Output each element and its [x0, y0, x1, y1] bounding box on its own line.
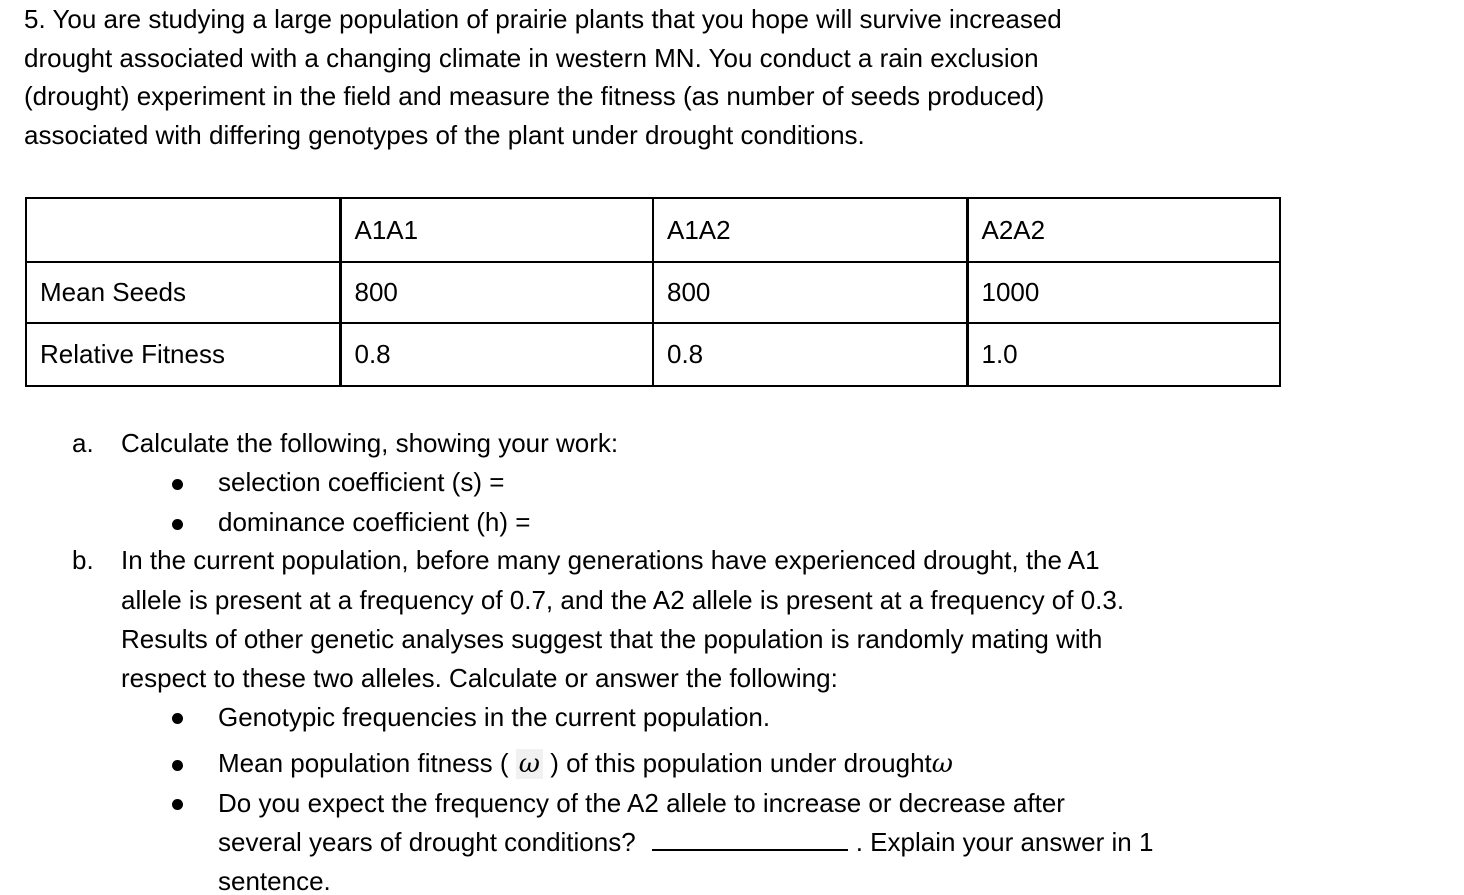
mean-fitness-text: Mean population fitness (	[218, 748, 509, 778]
table-header-row	[26, 198, 1280, 262]
table-row-label: Relative Fitness	[26, 323, 340, 386]
omega-symbol-box: ω	[516, 749, 543, 779]
part-b-bullet-mean-fitness	[218, 748, 953, 779]
table-row-label: Mean Seeds	[26, 262, 340, 323]
table-header-cell	[26, 198, 340, 262]
intro-line: 5. You are studying a large population of prairie plants that you hope will survive increased	[24, 4, 1062, 34]
table-cell: 0.8	[340, 323, 653, 386]
part-b-line: respect to these two alleles. Calculate or answer the following:	[121, 663, 838, 693]
bullet-icon	[172, 760, 183, 771]
intro-line: drought associated with a changing climate in western MN. You conduct a rain exclusion	[24, 42, 1039, 73]
table-cell: 1000	[967, 262, 1280, 323]
intro-line: (drought) experiment in the field and measure the fitness (as number of seeds produced)	[24, 81, 1045, 111]
table-header-cell: A1A1	[340, 198, 653, 262]
table-cell: 1.0	[967, 323, 1280, 386]
part-b-marker: b.	[72, 545, 94, 575]
answer-blank[interactable]	[652, 831, 848, 851]
bullet-icon	[172, 799, 183, 810]
part-b-line: In the current population, before many generations have experienced drought, the A1	[121, 545, 1100, 575]
bullet-icon	[172, 479, 183, 490]
fitness-table	[25, 197, 1281, 387]
part-a-text: Calculate the following, showing your work:	[121, 428, 619, 458]
part-b-line: Results of other genetic analyses suggest that the population is randomly mating with	[121, 624, 1103, 654]
table-header-cell: A2A2	[967, 198, 1280, 262]
part-b-line: allele is present at a frequency of 0.7, and the A2 allele is present at a frequency of 0.3.	[121, 585, 1125, 615]
table-cell: 800	[340, 262, 653, 323]
part-b-bullet-a2-frequency-cont	[218, 827, 1153, 858]
omega-symbol: ω	[931, 749, 953, 779]
mean-fitness-text-end: ) of this population under drought	[550, 748, 932, 778]
table-header-cell: A1A2	[653, 198, 967, 262]
part-a-bullet-selection: selection coefficient (s) =	[218, 467, 505, 497]
bullet-icon	[172, 519, 183, 530]
part-b-bullet-a2-frequency-end: sentence.	[218, 866, 331, 895]
intro-line: associated with differing genotypes of the plant under drought conditions.	[24, 119, 865, 150]
table-row	[26, 323, 1280, 386]
table-row	[26, 262, 1280, 323]
explain-text: . Explain your answer in 1	[855, 827, 1154, 857]
a2-question-text: several years of drought conditions?	[218, 827, 636, 857]
bullet-icon	[172, 713, 183, 724]
part-a-bullet-dominance: dominance coefficient (h) =	[218, 507, 531, 537]
part-a-marker: a.	[72, 428, 94, 458]
part-b-bullet-genotypic: Genotypic frequencies in the current population.	[218, 702, 771, 732]
table-cell: 800	[653, 262, 967, 323]
table-cell: 0.8	[653, 323, 967, 386]
question-intro	[24, 0, 1264, 154]
part-b-bullet-a2-frequency: Do you expect the frequency of the A2 allele to increase or decrease after	[218, 788, 1065, 818]
